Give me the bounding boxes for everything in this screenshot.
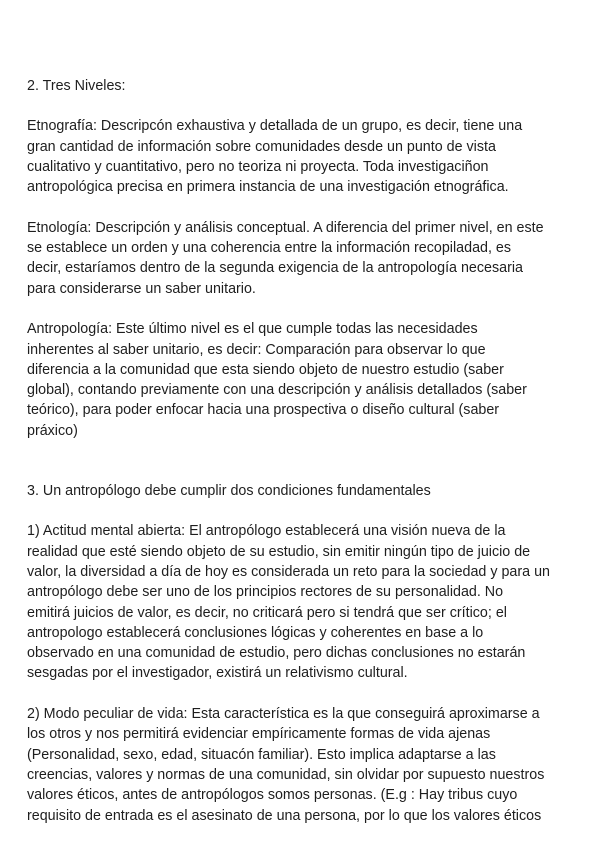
section-3-title: 3. Un antropólogo debe cumplir dos condiciones fundamentales bbox=[27, 483, 431, 500]
text-line: diferencia a la comunidad que esta siendo objeto de nuestro estudio (saber bbox=[27, 361, 504, 378]
text-line: emitirá juicios de valor, es decir, no criticará pero si tendrá que ser crítico; el bbox=[27, 604, 507, 621]
text-line: inherentes al saber unitario, es decir: Comparación para observar lo que bbox=[27, 341, 486, 358]
text-line: antropológica precisa en primera instancia de una investigación etnográfica. bbox=[27, 179, 509, 196]
text-line: Antropología: Este último nivel es el que cumple todas las necesidades bbox=[27, 321, 478, 338]
text-line: valor, la diversidad a día de hoy es considerada un reto para la sociedad y para un bbox=[27, 563, 550, 580]
text-line: gran cantidad de información sobre comunidades desde un punto de vista bbox=[27, 138, 496, 155]
text-line: práxico) bbox=[27, 422, 78, 439]
text-line: se establece un orden y una coherencia entre la información recopiladad, es bbox=[27, 240, 512, 257]
text-line: valores éticos, antes de antropólogos somos personas. (E.g : Hay tribus cuyo bbox=[27, 787, 518, 804]
text-line: antropologo establecerá conclusiones lógicas y coherentes en base a lo bbox=[27, 624, 484, 641]
text-line: 2) Modo peculiar de vida: Esta característica es la que conseguirá aproximarse a bbox=[27, 706, 540, 723]
text-line: los otros y nos permitirá evidenciar empíricamente formas de vida ajenas bbox=[27, 726, 491, 743]
paragraph-antropologia bbox=[27, 319, 572, 441]
text-line: Etnografía: Descripcón exhaustiva y detallada de un grupo, es decir, tiene una bbox=[27, 118, 523, 135]
text-line: observado en una comunidad de estudio, pero dichas conclusiones no estarán bbox=[27, 645, 526, 662]
text-line: sesgadas por el investigador, existirá un relativismo cultural. bbox=[27, 665, 408, 682]
text-line: teórico), para poder enfocar hacia una prospectiva o diseño cultural (saber bbox=[27, 402, 500, 419]
text-line: (Personalidad, sexo, edad, situacón familiar). Esto implica adaptarse a las bbox=[27, 746, 496, 763]
text-line: antropólogo debe ser uno de los principios rectores de su personalidad. No bbox=[27, 584, 504, 601]
text-line: cualitativo y cuantitativo, pero no teoriza ni proyecta. Toda investigaciñon bbox=[27, 158, 489, 175]
text-line: decir, estaríamos dentro de la segunda exigencia de la antropología necesaria bbox=[27, 260, 523, 277]
text-line: para considerarse un saber unitario. bbox=[27, 280, 256, 297]
text-line: realidad que esté siendo objeto de su estudio, sin emitir ningún tipo de juicio de bbox=[27, 543, 531, 560]
text-line: 1) Actitud mental abierta: El antropólogo establecerá una visión nueva de la bbox=[27, 523, 506, 540]
paragraph-actitud-mental bbox=[27, 521, 572, 683]
text-line: global), contando previamente con una descripción y análisis detallados (saber bbox=[27, 382, 527, 399]
paragraph-etnologia bbox=[27, 218, 572, 299]
text-line: creencias, valores y normas de una comunidad, sin olvidar por supuesto nuestros bbox=[27, 766, 545, 783]
text-line: requisito de entrada es el asesinato de una persona, por lo que los valores éticos bbox=[27, 807, 542, 824]
paragraph-modo-peculiar bbox=[27, 704, 572, 826]
text-line: Etnología: Descripción y análisis conceptual. A diferencia del primer nivel, en este bbox=[27, 219, 544, 236]
paragraph-etnografia bbox=[27, 116, 572, 197]
section-2-title: 2. Tres Niveles: bbox=[27, 78, 126, 94]
